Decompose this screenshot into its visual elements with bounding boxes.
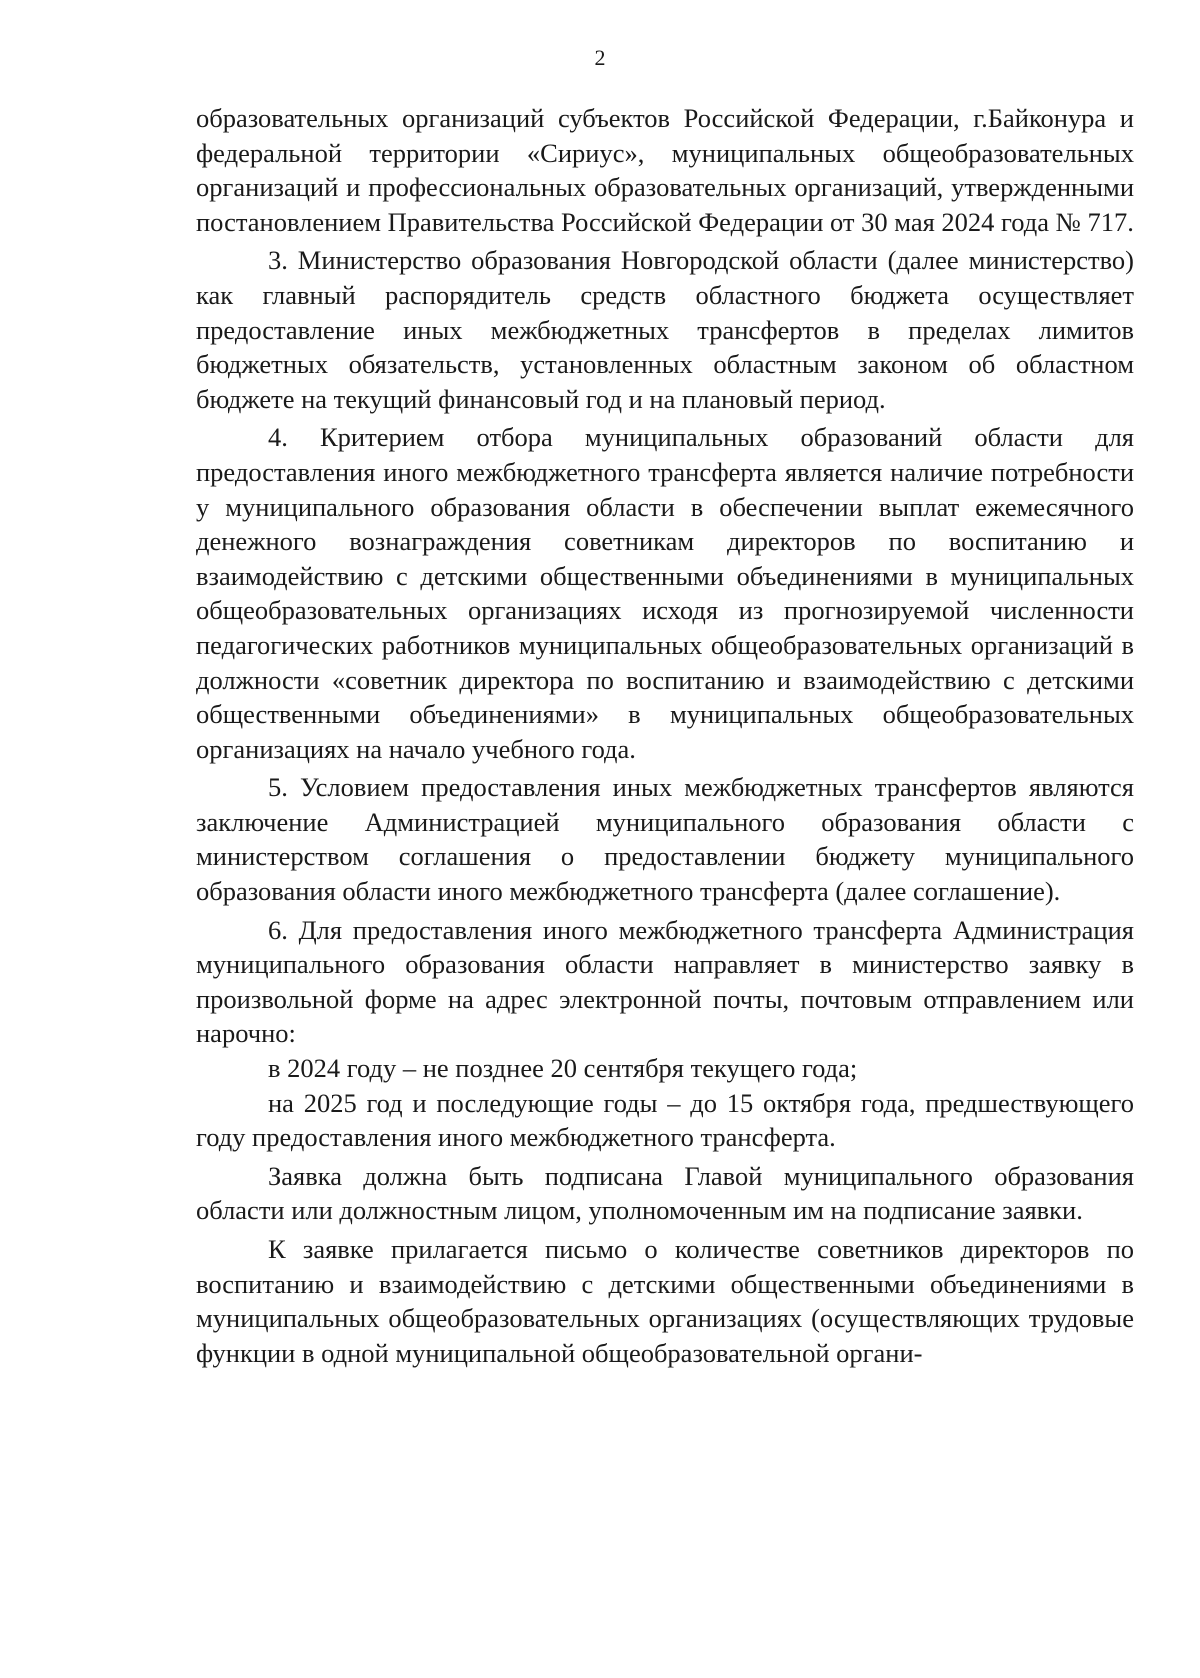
deadline-2024: в 2024 году – не позднее 20 сентября текущего года; — [268, 1053, 858, 1084]
paragraph-attachment-letter: К заявке прилагается письмо о количестве советников директоров по воспитанию и взаимодействию с детскими общественными объединениями в муниципальных общеобразовательных организациях (осуществляющих трудовые функции в одной муниципальной общеобразовательной органи- — [196, 1234, 1134, 1368]
paragraph-item-3: 3. Министерство образования Новгородской области (далее министерство) как главный распорядитель средств областного бюджета осуществляет предоставление иных межбюджетных трансфертов в пределах лимитов бюджетных обязательств, установленных областным законом об областном бюджете на текущий финансовый год и на плановый период. — [196, 245, 1134, 414]
deadline-2025-onward: на 2025 год и последующие годы – до 15 октября года, предшествующего году предоставления иного межбюджетного трансферта. — [196, 1087, 1134, 1153]
paragraph-item-6: 6. Для предоставления иного межбюджетного трансферта Администрация муниципального образования области направляет в министерство заявку в произвольной форме на адрес электронной почты, почтовым отправлением или нарочно: — [196, 914, 1134, 1049]
paragraph-item-4: 4. Критерием отбора муниципальных образований области для предоставления иного межбюджетного трансферта является наличие потребности у муниципального образования области в обеспечении выплат ежемесячного денежного вознаграждения советникам директоров по воспитанию и взаимодействию с детскими общественными объединениями в муниципальных общеобразовательных организациях исходя из прогнозируемой численности педагогических работников муниципальных общеобразовательных организаций в должности «советник директора по воспитанию и взаимодействию с детскими общественными объединениями» в муниципальных общеобразовательных организациях на начало учебного года. — [196, 422, 1134, 764]
paragraph-signature-requirement: Заявка должна быть подписана Главой муниципального образования области или должностным лицом, уполномоченным им на подписание заявки. — [196, 1160, 1134, 1226]
page-number: 2 — [594, 45, 606, 70]
paragraph-item-5: 5. Условием предоставления иных межбюджетных трансфертов являются заключение Администрацией муниципального образования области с министерством соглашения о предоставлении бюджету муниципального образования области иного межбюджетного трансферта (далее соглашение). — [196, 772, 1134, 907]
document-body — [196, 101, 1134, 1370]
paragraph-continuation: образовательных организаций субъектов Российской Федерации, г.Байконура и федеральной территории «Сириус», муниципальных общеобразовательных организаций и профессиональных образовательных организаций, утвержденными постановлением Правительства Российской Федерации от 30 мая 2024 года № 717. — [196, 103, 1134, 237]
